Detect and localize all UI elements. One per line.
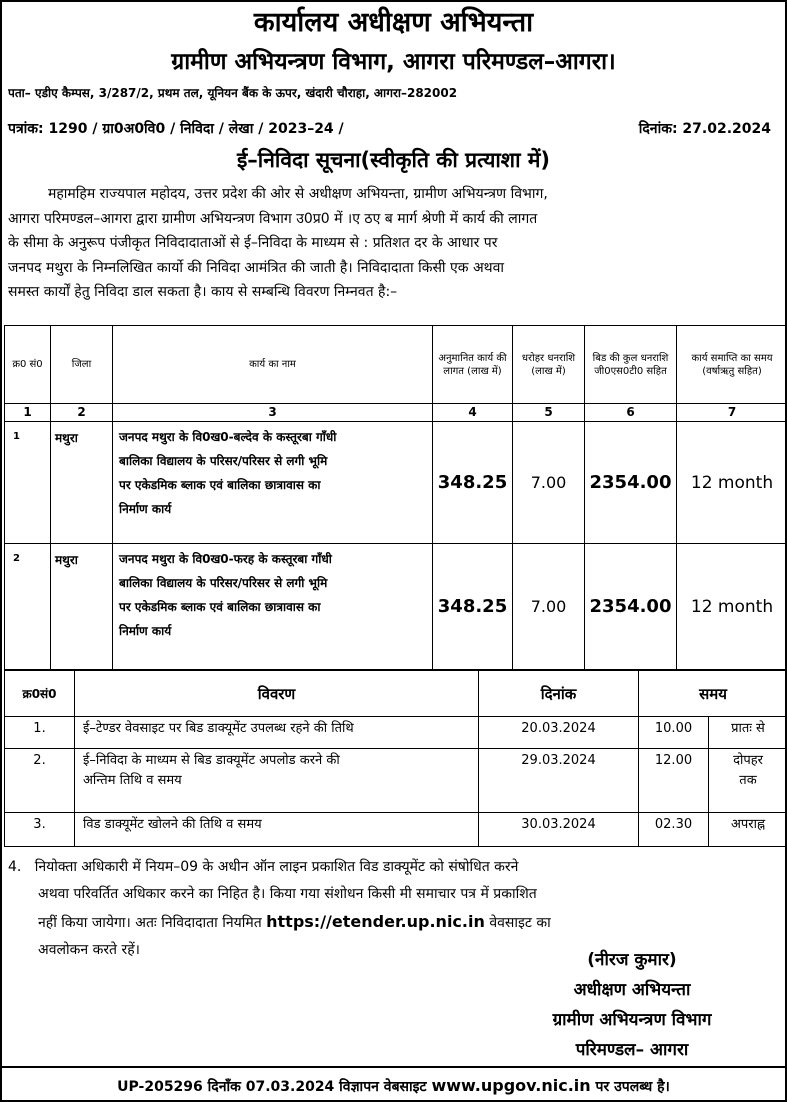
row-bid-cost: 2354.00: [585, 422, 677, 544]
column-number-row: [5, 404, 787, 422]
row-district: मथुरा: [51, 544, 113, 670]
schedule-detail: [75, 717, 479, 749]
column-number: 2: [51, 404, 113, 422]
schedule-time: 02.30: [639, 813, 709, 847]
note-line: [8, 854, 777, 881]
row-duration: 12 month: [677, 544, 787, 670]
header-duration: कार्य समाप्ति का समय (वर्षाऋतु सहित): [677, 326, 787, 404]
schedule-header-date: दिनांक: [479, 671, 639, 717]
reference-number: पत्रांक: 1290 / ग्रा0अ0वि0 / निविदा / लेखा / 2023–24 /: [8, 121, 344, 137]
schedule-table: [4, 670, 787, 847]
work-name-line: जनपद मथुरा के वि0ख0-बल्देव के कस्तूरबा गाँधी: [119, 430, 337, 444]
schedule-date: 20.03.2024: [479, 717, 639, 749]
row-emd: 7.00: [513, 422, 585, 544]
work-name-line: पर एकेडमिक ब्लाक एवं बालिका छात्रावास का: [119, 478, 321, 492]
note-line: [8, 908, 777, 937]
footer-website-link[interactable]: www.upgov.nic.in: [431, 1076, 591, 1095]
schedule-detail-line: अन्तिम तिथि व समय: [83, 773, 182, 788]
signatory-designation: अधीक्षण अभियन्ता: [573, 980, 691, 1000]
intro-paragraph: [8, 182, 779, 305]
schedule-header-time: समय: [639, 671, 787, 717]
header-district: जिला: [51, 326, 113, 404]
note-line: अथवा परिवर्तित अधिकार करने का निहित है। किया गया संशोधन किसी मी समाचार पत्र में प्रकाशित: [38, 886, 537, 902]
row-sn: 1: [5, 422, 51, 544]
intro-line: के सीमा के अनुरूप पंजीकृत निविदादाताओं से ई–निविदा के माध्यम से : प्रतिशत दर के आधार पर: [8, 235, 498, 251]
column-number: 7: [677, 404, 787, 422]
note-text: वेवसाइट का: [489, 915, 551, 931]
intro-line: जनपद मथुरा के निम्नलिखित कार्यो की निविदा आमंत्रित की जाती है। निविदादाता किसी एक अथवा: [8, 259, 504, 276]
header-work: कार्य का नाम: [113, 326, 433, 404]
header-emd: धरोहर धनराशि (लाख में): [513, 326, 585, 404]
schedule-detail-line: विड डाक्यूमेंट खोलने की तिथि व समय: [83, 817, 262, 832]
work-name-line: पर एकेडमिक ब्लाक एवं बालिका छात्रावास का: [119, 600, 321, 614]
schedule-date: 30.03.2024: [479, 813, 639, 847]
header-bid-cost: बिड की कुल धनराशि जी0एस0टी0 सहित: [585, 326, 677, 404]
notice-title: ई–निविदा सूचना(स्वीकृति की प्रत्याशा में): [237, 148, 550, 172]
row-work-name: [113, 544, 433, 670]
schedule-period-line: प्रातः से: [731, 721, 765, 736]
row-cost: 348.25: [433, 422, 513, 544]
signatory-department: ग्रामीण अभियन्त्रण विभाग: [552, 1010, 712, 1030]
schedule-period-line: अपराह्न: [730, 817, 766, 832]
column-number: 1: [5, 404, 51, 422]
schedule-time: 12.00: [639, 749, 709, 813]
column-number: 3: [113, 404, 433, 422]
intro-line: महामहिम राज्यपाल महोदय, उत्तर प्रदेश की ओर से अधीक्षण अभियन्ता, ग्रामीण अभियन्त्रण विभाग,: [48, 186, 548, 202]
schedule-detail-line: ई–टेण्डर वेवसाइट पर बिड डाक्यूमेंट उपलब्ध रहने की तिथि: [83, 721, 354, 736]
signatory-circle: परिमण्डल– आगरा: [575, 1040, 689, 1060]
intro-line: समस्त कार्यों हेतु निविदा डाल सकता है। काय से सम्बन्धि विवरण निम्नवत है:–: [8, 284, 398, 300]
row-emd: 7.00: [513, 544, 585, 670]
signatory-name: (नीरज कुमार): [587, 950, 677, 970]
office-address: पता– एडीए कैम्पस, 3/287/2, प्रथम तल, यूनियन बैंक के ऊपर, खंदारी चौराहा, आगरा–282002: [8, 86, 458, 100]
column-number: 5: [513, 404, 585, 422]
table-row: [5, 717, 787, 749]
header-sn: क्र0 सं0: [5, 326, 51, 404]
schedule-period-line: दोपहर: [733, 753, 763, 768]
works-table: [4, 325, 787, 670]
work-name-line: निर्माण कार्य: [119, 502, 172, 516]
row-duration: 12 month: [677, 422, 787, 544]
row-work-name: [113, 422, 433, 544]
header-cost: अनुमानित कार्य की लागत (लाख में): [433, 326, 513, 404]
schedule-period-line: तक: [739, 773, 757, 788]
schedule-period: [709, 717, 787, 749]
schedule-sn: 2.: [5, 749, 75, 813]
note-number: 4.: [8, 859, 22, 875]
schedule-time: 10.00: [639, 717, 709, 749]
department-title: ग्रामीण अभियन्त्रण विभाग, आगरा परिमण्डल–आगरा।: [171, 49, 616, 75]
work-name-line: बालिका विद्यालय के परिसर/परिसर से लगी भूमि: [119, 576, 328, 590]
schedule-period: [709, 749, 787, 813]
schedule-detail-line: ई–निविदा के माध्यम से बिड डाक्यूमेंट अपलोड करने की: [83, 753, 340, 768]
column-number: 6: [585, 404, 677, 422]
note-line: अवलोकन करते रहें।: [38, 942, 140, 958]
office-title: कार्यालय अधीक्षण अभियन्ता: [253, 7, 534, 38]
schedule-sn: 1.: [5, 717, 75, 749]
intro-line: आगरा परिमण्डल–आगरा द्वारा ग्रामीण अभियन्त्रण विभाग उ0प्र0 में ।ए ठए ब मार्ग श्रेणी में कार्य की लागत: [8, 210, 538, 227]
schedule-detail: [75, 749, 479, 813]
schedule-header-detail: विवरण: [75, 671, 479, 717]
row-sn: 2: [5, 544, 51, 670]
footer-text: पर उपलब्ध है।: [595, 1079, 670, 1095]
works-header-row: [5, 326, 787, 404]
schedule-detail: [75, 813, 479, 847]
schedule-sn: 3.: [5, 813, 75, 847]
schedule-period: [709, 813, 787, 847]
note-text: नियोक्ता अधिकारी में नियम–09 के अधीन ऑन लाइन प्रकाशित विड डाक्यूमेंट को संषोधित करने: [34, 859, 519, 875]
footer-bar: [2, 1066, 785, 1102]
table-row: [5, 813, 787, 847]
schedule-header-sn: क्र0सं0: [5, 671, 75, 717]
work-name-line: जनपद मथुरा के वि0ख0-फरह के कस्तूरबा गाँधी: [119, 552, 332, 566]
table-row: [5, 422, 787, 544]
footer-text: UP-205296 दिनाँक 07.03.2024 विज्ञापन वेबसाइट: [117, 1079, 427, 1095]
note-text: नहीं किया जायेगा। अतः निविदादाता नियमित: [38, 915, 262, 931]
etender-link[interactable]: https://etender.up.nic.in: [266, 912, 485, 931]
table-row: [5, 749, 787, 813]
row-district: मथुरा: [51, 422, 113, 544]
table-row: [5, 544, 787, 670]
schedule-date: 29.03.2024: [479, 749, 639, 813]
column-number: 4: [433, 404, 513, 422]
signature-block: [482, 945, 782, 1065]
row-cost: 348.25: [433, 544, 513, 670]
notice-date: दिनांक: 27.02.2024: [638, 121, 771, 137]
work-name-line: बालिका विद्यालय के परिसर/परिसर से लगी भूमि: [119, 454, 328, 468]
work-name-line: निर्माण कार्य: [119, 624, 172, 638]
schedule-header-row: [5, 671, 787, 717]
row-bid-cost: 2354.00: [585, 544, 677, 670]
